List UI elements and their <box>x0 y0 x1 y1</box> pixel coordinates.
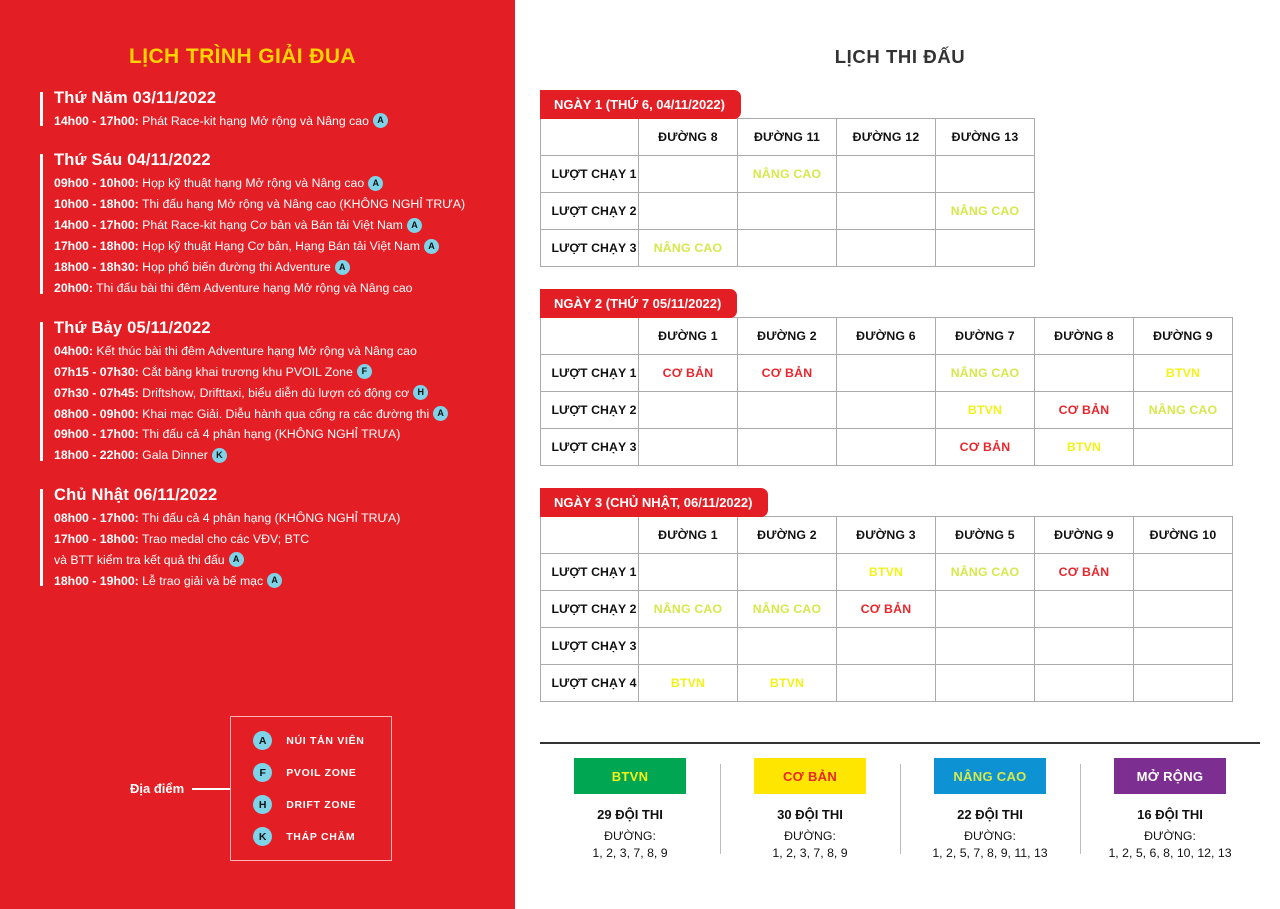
table-cell-category: BTVN <box>738 665 837 702</box>
category-team-count: 16 ĐỘI THI <box>1137 807 1203 822</box>
table-row <box>541 591 1233 628</box>
schedule-day-block <box>40 89 497 130</box>
event-description: Họp phổ biến đường thi Adventure <box>138 260 331 275</box>
location-name: PVOIL ZONE <box>286 766 357 779</box>
schedule-event <box>54 552 497 569</box>
category-road-list: 1, 2, 3, 7, 8, 9 <box>772 846 848 860</box>
location-name: THÁP CHĂM <box>286 830 356 843</box>
location-legend-label: Địa điểm <box>130 781 185 796</box>
table-cell-category: BTVN <box>837 554 936 591</box>
category-chip: MỞ RỘNG <box>1114 758 1226 794</box>
table-cell-empty <box>837 193 936 230</box>
table-cell-empty <box>1134 591 1233 628</box>
table-cell-category: NÂNG CAO <box>738 591 837 628</box>
schedule-event <box>54 280 497 297</box>
table-row <box>541 193 1035 230</box>
category-legend-item <box>540 758 720 860</box>
competition-day-section <box>540 289 1260 466</box>
event-description: Driftshow, Drifttaxi, biểu diễn dù lượn có động cơ <box>138 385 410 400</box>
schedule-day-list <box>0 89 515 590</box>
table-column-header: ĐƯỜNG 1 <box>639 318 738 355</box>
schedule-day-title: Chủ Nhật 06/11/2022 <box>54 485 218 504</box>
table-row <box>541 554 1233 591</box>
category-chip: NÂNG CAO <box>934 758 1046 794</box>
event-time: 18h00 - 18h30: <box>54 260 139 275</box>
event-time: 09h00 - 17h00: <box>54 427 139 442</box>
schedule-panel-title: LỊCH TRÌNH GIẢI ĐUA <box>129 45 356 68</box>
table-cell-category: NÂNG CAO <box>1134 392 1233 429</box>
category-legend-item <box>900 758 1080 860</box>
table-column-header: ĐƯỜNG 9 <box>1035 517 1134 554</box>
location-badge-a: A <box>335 260 350 275</box>
table-row <box>541 392 1233 429</box>
location-legend-item <box>253 763 364 782</box>
table-header-row <box>541 119 1035 156</box>
table-column-header: ĐƯỜNG 10 <box>1134 517 1233 554</box>
schedule-event <box>54 510 497 527</box>
table-cell-empty <box>936 156 1035 193</box>
table-cell-category: MỞ RỘNG <box>639 193 738 230</box>
table-cell-category: CƠ BẢN <box>837 591 936 628</box>
table-cell-empty <box>1035 628 1134 665</box>
table-corner-cell <box>541 517 639 554</box>
table-cell-category: CƠ BẢN <box>1035 554 1134 591</box>
table-row-header: LƯỢT CHẠY 3 <box>541 230 639 267</box>
category-team-count: 22 ĐỘI THI <box>957 807 1023 822</box>
table-cell-category: NÂNG CAO <box>738 156 837 193</box>
location-badge-a: A <box>253 731 272 750</box>
event-time: 04h00: <box>54 343 93 358</box>
table-cell-empty <box>1134 429 1233 466</box>
competition-panel-title: LỊCH THI ĐẤU <box>834 46 966 67</box>
table-corner-cell <box>541 119 639 156</box>
table-cell-category: CƠ BẢN <box>936 429 1035 466</box>
schedule-event <box>54 175 497 192</box>
location-badge-k: K <box>253 827 272 846</box>
day-accent-bar <box>40 154 43 293</box>
schedule-event <box>54 447 497 464</box>
table-cell-empty <box>1134 665 1233 702</box>
table-cell-category: MỞ RỘNG <box>738 392 837 429</box>
event-time: 20h00: <box>54 281 93 296</box>
location-badge-a: A <box>433 406 448 421</box>
table-cell-empty <box>1035 665 1134 702</box>
competition-table <box>540 317 1233 466</box>
table-column-header: ĐƯỜNG 9 <box>1134 318 1233 355</box>
table-row <box>541 429 1233 466</box>
event-time: 08h00 - 09h00: <box>54 406 139 421</box>
schedule-event <box>54 573 497 590</box>
location-badge-a: A <box>267 573 282 588</box>
table-cell-empty <box>639 156 738 193</box>
day-tag: NGÀY 3 (CHỦ NHẬT, 06/11/2022) <box>540 488 768 517</box>
table-column-header: ĐƯỜNG 2 <box>738 318 837 355</box>
competition-day-section <box>540 488 1260 702</box>
table-column-header: ĐƯỜNG 1 <box>639 517 738 554</box>
table-cell-empty <box>936 591 1035 628</box>
event-description: Gala Dinner <box>138 448 208 463</box>
location-badge-a: A <box>229 552 244 567</box>
location-badge-k: K <box>212 448 227 463</box>
event-description: Thi đấu hạng Mở rộng và Nâng cao (KHÔNG NGHỈ TRƯA) <box>138 197 466 212</box>
table-cell-category: NÂNG CAO <box>936 554 1035 591</box>
category-road-label: ĐƯỜNG: <box>1144 829 1196 843</box>
table-column-header: ĐƯỜNG 2 <box>738 517 837 554</box>
table-cell-category: NÂNG CAO <box>936 193 1035 230</box>
competition-day-sections <box>540 90 1260 702</box>
table-column-header: ĐƯỜNG 8 <box>1035 318 1134 355</box>
table-cell-category: MỞ RỘNG <box>936 628 1035 665</box>
table-cell-category: BTVN <box>936 392 1035 429</box>
table-cell-category: MỞ RỘNG <box>837 156 936 193</box>
table-cell-empty <box>639 554 738 591</box>
category-legend-item <box>1080 758 1260 860</box>
category-legend <box>540 758 1260 860</box>
category-road-list: 1, 2, 5, 7, 8, 9, 11, 13 <box>932 846 1048 860</box>
category-chip: BTVN <box>574 758 686 794</box>
event-description: Thi đấu cả 4 phân hạng (KHÔNG NGHỈ TRƯA) <box>138 510 401 525</box>
competition-table <box>540 516 1233 702</box>
event-time: 09h00 - 10h00: <box>54 176 139 191</box>
schedule-event <box>54 113 497 130</box>
event-time: 10h00 - 18h00: <box>54 197 139 212</box>
location-legend-connector <box>192 788 230 790</box>
location-legend <box>130 716 392 861</box>
table-column-header: ĐƯỜNG 8 <box>639 119 738 156</box>
location-badge-f: F <box>357 364 372 379</box>
section-divider <box>540 742 1260 744</box>
table-cell-empty <box>837 429 936 466</box>
table-row <box>541 355 1233 392</box>
table-row-header: LƯỢT CHẠY 3 <box>541 429 639 466</box>
table-column-header: ĐƯỜNG 11 <box>738 119 837 156</box>
table-cell-empty <box>837 230 936 267</box>
competition-day-section <box>540 90 1260 267</box>
table-cell-category: CƠ BẢN <box>738 355 837 392</box>
table-row-header: LƯỢT CHẠY 1 <box>541 156 639 193</box>
schedule-event <box>54 531 497 548</box>
category-road-list: 1, 2, 3, 7, 8, 9 <box>592 846 668 860</box>
table-cell-category: BTVN <box>639 665 738 702</box>
location-badge-f: F <box>253 763 272 782</box>
event-description: Thi đấu bài thi đêm Adventure hạng Mở rộng và Nâng cao <box>92 281 413 296</box>
table-column-header: ĐƯỜNG 3 <box>837 517 936 554</box>
event-description: Kết thúc bài thi đêm Adventure hạng Mở rộng và Nâng cao <box>92 343 417 358</box>
event-time: 17h00 - 18h00: <box>54 531 139 546</box>
table-row-header: LƯỢT CHẠY 2 <box>541 591 639 628</box>
table-cell-empty <box>1035 591 1134 628</box>
location-badge-a: A <box>373 113 388 128</box>
schedule-event <box>54 385 497 402</box>
event-time: 14h00 - 17h00: <box>54 218 139 233</box>
table-cell-empty <box>639 429 738 466</box>
table-row-header: LƯỢT CHẠY 1 <box>541 355 639 392</box>
event-description: Trao medal cho các VĐV; BTC <box>138 531 310 546</box>
schedule-day-block <box>40 319 497 465</box>
schedule-event <box>54 343 497 360</box>
category-road-label: ĐƯỜNG: <box>784 829 836 843</box>
table-cell-category: MỞ RỘNG <box>1134 554 1233 591</box>
schedule-event <box>54 196 497 213</box>
table-cell-empty <box>738 429 837 466</box>
event-description: Họp kỹ thuật Hạng Cơ bản, Hạng Bán tải Việt Nam <box>138 239 421 254</box>
table-header-row <box>541 318 1233 355</box>
table-column-header: ĐƯỜNG 12 <box>837 119 936 156</box>
location-name: DRIFT ZONE <box>286 798 357 811</box>
day-accent-bar <box>40 489 43 586</box>
table-cell-empty <box>837 392 936 429</box>
table-cell-empty <box>936 665 1035 702</box>
category-road-list: 1, 2, 5, 6, 8, 10, 12, 13 <box>1108 846 1232 860</box>
table-cell-empty <box>1134 628 1233 665</box>
table-row <box>541 230 1035 267</box>
table-cell-category: MỞ RỘNG <box>639 392 738 429</box>
table-cell-empty <box>738 628 837 665</box>
table-row-header: LƯỢT CHẠY 2 <box>541 193 639 230</box>
schedule-event <box>54 238 497 255</box>
location-legend-item <box>253 827 364 846</box>
schedule-day-title: Thứ Sáu 04/11/2022 <box>54 151 211 170</box>
table-column-header: ĐƯỜNG 13 <box>936 119 1035 156</box>
competition-table <box>540 118 1035 267</box>
event-description: Lễ trao giải và bế mạc <box>138 573 264 588</box>
category-road-label: ĐƯỜNG: <box>604 829 656 843</box>
event-description: Thi đấu cả 4 phân hạng (KHÔNG NGHỈ TRƯA) <box>138 427 401 442</box>
event-time: 14h00 - 17h00: <box>54 114 139 128</box>
event-time: 18h00 - 19h00: <box>54 573 139 588</box>
category-legend-item <box>720 758 900 860</box>
table-row <box>541 156 1035 193</box>
table-cell-empty <box>738 230 837 267</box>
event-description: Phát Race-kit hạng Cơ bản và Bán tải Việt Nam <box>138 218 403 233</box>
category-chip: CƠ BẢN <box>754 758 866 794</box>
category-team-count: 30 ĐỘI THI <box>777 807 843 822</box>
table-column-header: ĐƯỜNG 5 <box>936 517 1035 554</box>
table-row-header: LƯỢT CHẠY 3 <box>541 628 639 665</box>
table-row <box>541 628 1233 665</box>
location-legend-box <box>230 716 391 861</box>
table-cell-category: BTVN <box>1134 355 1233 392</box>
table-cell-empty <box>738 193 837 230</box>
table-corner-cell <box>541 318 639 355</box>
schedule-day-block <box>40 486 497 590</box>
event-description: Họp kỹ thuật hạng Mở rộng và Nâng cao <box>138 176 365 191</box>
table-row-header: LƯỢT CHẠY 4 <box>541 665 639 702</box>
day-tag: NGÀY 2 (THỨ 7 05/11/2022) <box>540 289 737 318</box>
table-cell-category: NÂNG CAO <box>639 591 738 628</box>
event-description: và BTT kiểm tra kết quả thi đấu <box>54 552 225 567</box>
event-description: Khai mạc Giải. Diễu hành qua cổng ra các đường thi <box>138 406 430 421</box>
location-badge-a: A <box>407 218 422 233</box>
event-time: 18h00 - 22h00: <box>54 448 139 463</box>
schedule-event <box>54 217 497 234</box>
competition-panel <box>515 0 1280 909</box>
table-column-header: ĐƯỜNG 7 <box>936 318 1035 355</box>
category-team-count: 29 ĐỘI THI <box>597 807 663 822</box>
event-time: 17h00 - 18h00: <box>54 239 139 254</box>
day-accent-bar <box>40 322 43 461</box>
table-cell-category: MỞ RỘNG <box>837 355 936 392</box>
table-cell-category: NÂNG CAO <box>639 230 738 267</box>
location-name: NÚI TẢN VIÊN <box>286 734 365 747</box>
table-cell-empty <box>738 554 837 591</box>
table-row-header: LƯỢT CHẠY 2 <box>541 392 639 429</box>
table-header-row <box>541 517 1233 554</box>
schedule-day-title: Thứ Bảy 05/11/2022 <box>54 318 211 337</box>
schedule-event <box>54 426 497 443</box>
schedule-event <box>54 364 497 381</box>
location-badge-a: A <box>368 176 383 191</box>
table-cell-category: CƠ BẢN <box>639 355 738 392</box>
table-cell-category: NÂNG CAO <box>936 355 1035 392</box>
schedule-day-block <box>40 151 497 297</box>
table-cell-empty <box>1035 355 1134 392</box>
event-time: 08h00 - 17h00: <box>54 510 139 525</box>
location-legend-item <box>253 731 364 750</box>
event-time: 07h30 - 07h45: <box>54 385 139 400</box>
event-description: Phát Race-kit hạng Mở rộng và Nâng cao <box>138 114 369 128</box>
event-time: 07h15 - 07h30: <box>54 364 139 379</box>
day-accent-bar <box>40 92 43 126</box>
category-road-label: ĐƯỜNG: <box>964 829 1016 843</box>
location-badge-h: H <box>413 385 428 400</box>
day-tag: NGÀY 1 (THỨ 6, 04/11/2022) <box>540 90 741 119</box>
location-legend-item <box>253 795 364 814</box>
table-cell-empty <box>639 628 738 665</box>
schedule-panel <box>0 0 515 909</box>
table-row <box>541 665 1233 702</box>
table-cell-category: MỞ RỘNG <box>936 230 1035 267</box>
table-row-header: LƯỢT CHẠY 1 <box>541 554 639 591</box>
table-cell-empty <box>837 628 936 665</box>
table-column-header: ĐƯỜNG 6 <box>837 318 936 355</box>
schedule-event <box>54 259 497 276</box>
schedule-event <box>54 406 497 423</box>
table-cell-empty <box>837 665 936 702</box>
location-badge-h: H <box>253 795 272 814</box>
schedule-day-title: Thứ Năm 03/11/2022 <box>54 89 217 107</box>
table-cell-category: CƠ BẢN <box>1035 392 1134 429</box>
event-description: Cắt băng khai trương khu PVOIL Zone <box>138 364 353 379</box>
table-cell-category: BTVN <box>1035 429 1134 466</box>
location-badge-a: A <box>424 239 439 254</box>
